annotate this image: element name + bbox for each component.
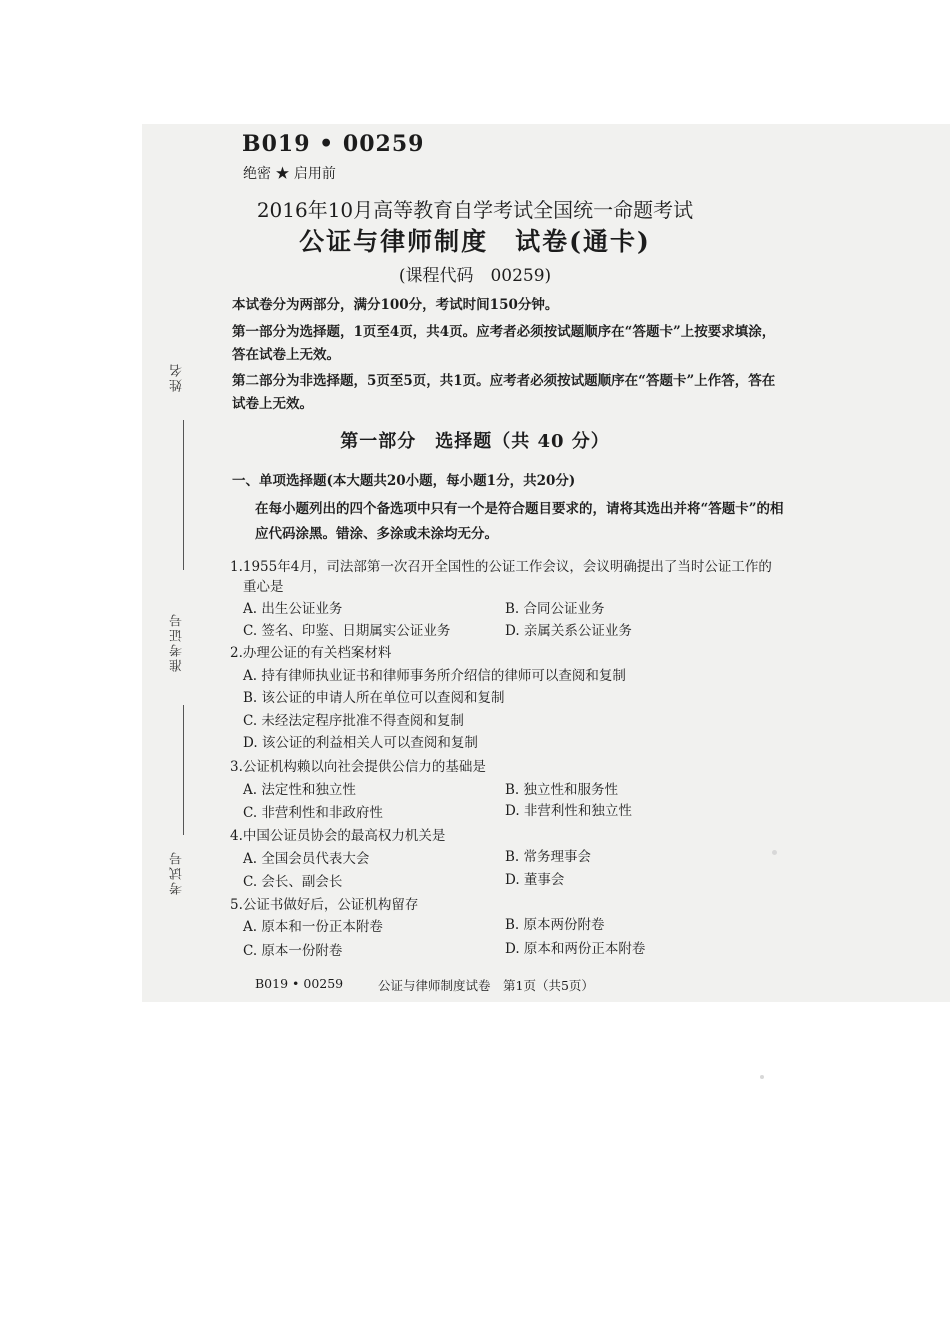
section-instruction: 在每小题列出的四个备选项中只有一个是符合题目要求的，请将其选出并将“答题卡”的相 (255, 501, 784, 517)
option: C. 未经法定程序批准不得查阅和复制 (243, 713, 464, 729)
option: C. 原本一份附卷 (243, 943, 343, 959)
section-heading: 一、单项选择题(本大题共20小题，每小题1分，共20分) (232, 473, 576, 489)
question-stem: 重心是 (243, 579, 284, 595)
question-stem: 4.中国公证员协会的最高权力机关是 (230, 828, 446, 844)
admission-number-label: 准考证号 (170, 612, 185, 672)
option: A. 出生公证业务 (243, 601, 343, 617)
footer-page-info: 公证与律师制度试卷 第1页（共5页） (378, 978, 594, 993)
question-stem: 5.公证书做好后，公证机构留存 (230, 897, 419, 913)
option: D. 该公证的利益相关人可以查阅和复制 (243, 735, 478, 751)
option: B. 该公证的申请人所在单位可以查阅和复制 (243, 690, 505, 706)
question-stem: 3.公证机构赖以向社会提供公信力的基础是 (230, 759, 486, 775)
intro-line: 答在试卷上无效。 (232, 347, 340, 363)
option: A. 全国会员代表大会 (243, 851, 370, 867)
name-field-label: 姓名 (170, 362, 185, 392)
option: A. 法定性和独立性 (243, 782, 356, 798)
course-code: (课程代码 00259) (398, 266, 552, 286)
option: D. 非营利性和独立性 (505, 803, 632, 819)
part-title: 第一部分 选择题（共 40 分） (340, 431, 610, 452)
option: C. 非营利性和非政府性 (243, 805, 383, 821)
footer-code: B019 • 00259 (255, 976, 344, 991)
exam-number-label: 考试号 (170, 850, 185, 895)
intro-line: 第一部分为选择题，1页至4页，共4页。应考者必须按试题顺序在“答题卡”上按要求填涂， (232, 324, 776, 340)
scan-speck (772, 850, 777, 855)
exam-title: 2016年10月高等教育自学考试全国统一命题考试 (256, 198, 694, 222)
paper-title: 公证与律师制度 试卷(通卡) (299, 227, 651, 256)
question-stem: 2.办理公证的有关档案材料 (230, 645, 392, 661)
option: C. 会长、副会长 (243, 874, 343, 890)
intro-line: 第二部分为非选择题，5页至5页，共1页。应考者必须按试题顺序在“答题卡”上作答，答在 (232, 373, 776, 389)
option: B. 原本两份附卷 (505, 917, 605, 933)
option: D. 董事会 (505, 872, 565, 888)
option: B. 独立性和服务性 (505, 782, 619, 798)
option: C. 签名、印鉴、日期属实公证业务 (243, 623, 451, 639)
scan-speck (760, 1075, 764, 1079)
option: B. 合同公证业务 (505, 601, 605, 617)
section-instruction: 应代码涂黑。错涂、多涂或未涂均无分。 (255, 526, 498, 542)
option: D. 原本和两份正本附卷 (505, 941, 646, 957)
option: D. 亲属关系公证业务 (505, 623, 632, 639)
paper-code: B019 • 00259 (242, 131, 425, 157)
confidential-mark: 绝密 ★ 启用前 (243, 166, 336, 182)
margin-rule (183, 705, 184, 835)
question-stem: 1.1955年4月，司法部第一次召开全国性的公证工作会议，会议明确提出了当时公证工作的 (230, 559, 772, 575)
option: A. 持有律师执业证书和律师事务所介绍信的律师可以查阅和复制 (243, 668, 626, 684)
option: B. 常务理事会 (505, 849, 592, 865)
intro-line: 本试卷分为两部分，满分100分，考试时间150分钟。 (232, 297, 559, 313)
intro-line: 试卷上无效。 (232, 396, 313, 412)
option: A. 原本和一份正本附卷 (243, 919, 383, 935)
